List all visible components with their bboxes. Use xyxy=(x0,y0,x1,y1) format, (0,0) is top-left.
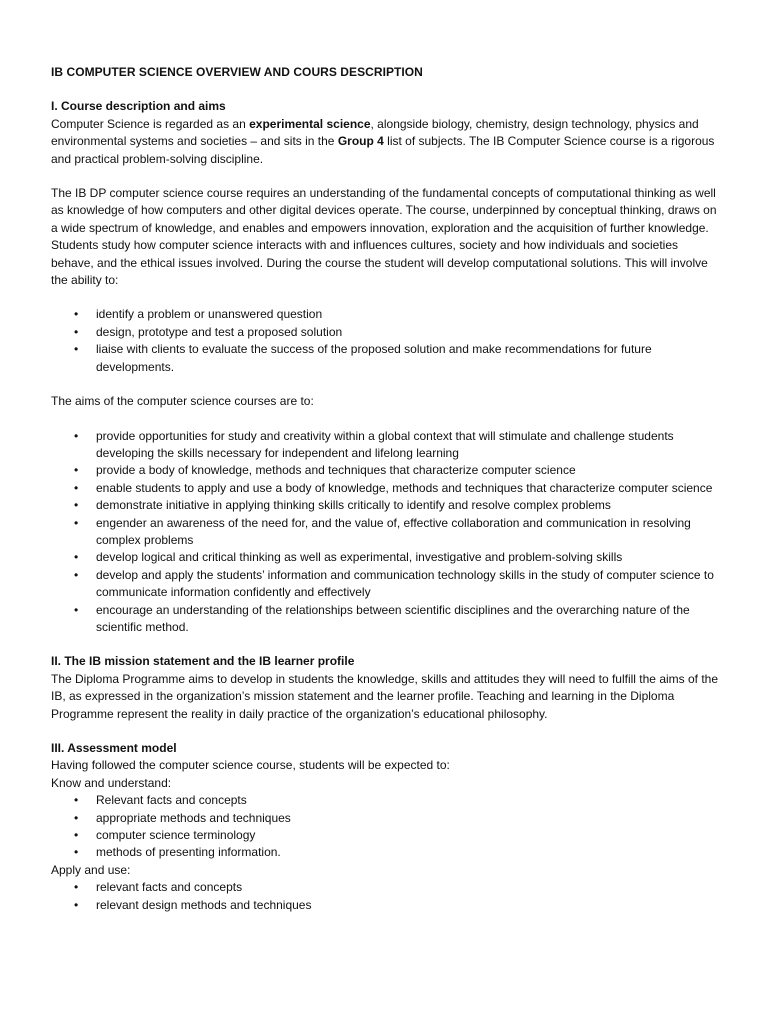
course-description-paragraph xyxy=(51,116,721,168)
know-and-understand-list xyxy=(51,792,721,862)
list-item: • identify a problem or unanswered question xyxy=(51,306,721,323)
list-item: • design, prototype and test a proposed solution xyxy=(51,324,721,341)
list-item: • engender an awareness of the need for, and the value of, effective collaboration and communication in resolving complex problems xyxy=(51,515,721,550)
list-item: • Relevant facts and concepts xyxy=(51,792,721,809)
aims-list xyxy=(51,428,721,637)
bold-text-group-4: Group 4 xyxy=(337,134,384,149)
text-run: Computer Science is regarded as an xyxy=(51,116,250,131)
list-item: • relevant design methods and techniques xyxy=(51,897,721,914)
list-item: • develop and apply the students’ information and communication technology skills in the study of computer science to communicate information confidently and effectively xyxy=(51,567,721,602)
list-item: • liaise with clients to evaluate the success of the proposed solution and make recommendations for future developments. xyxy=(51,341,721,376)
document-page xyxy=(51,64,721,914)
assessment-intro: Having followed the computer science course, students will be expected to: xyxy=(51,758,450,773)
mission-statement-paragraph: The Diploma Programme aims to develop in students the knowledge, skills and attitudes they will need to fulfill the aims of the IB, as expressed in the organization’s mission statement and the learner profile. Teaching and learning in the Diploma Programme represent the reality in daily practice of the organization’s educational philosophy. xyxy=(51,671,719,721)
text-run: , alongside biology, chemistry, design technology, physics and environmental systems and societies – and sits in the xyxy=(51,116,699,149)
list-item: • computer science terminology xyxy=(51,827,721,844)
apply-and-use-list xyxy=(51,879,721,914)
section-heading-course-description: I. Course description and aims xyxy=(51,99,226,114)
list-item: • demonstrate initiative in applying thinking skills critically to identify and resolve complex problems xyxy=(51,497,721,514)
section-heading-mission-statement: II. The IB mission statement and the IB learner profile xyxy=(51,654,355,669)
list-item: • provide a body of knowledge, methods and techniques that characterize computer science xyxy=(51,462,721,479)
bold-text-experimental-science: experimental science xyxy=(249,116,371,131)
list-item: • methods of presenting information. xyxy=(51,844,721,861)
list-item: • encourage an understanding of the relationships between scientific disciplines and the overarching nature of the scientific method. xyxy=(51,602,721,637)
document-title: IB COMPUTER SCIENCE OVERVIEW AND COURS DESCRIPTION xyxy=(51,65,423,79)
apply-and-use-label: Apply and use: xyxy=(51,862,131,877)
course-requirements-paragraph: The IB DP computer science course requires an understanding of the fundamental concepts of computational thinking as well as knowledge of how computers and other digital devices operate. The course, underpinned by conceptual thinking, draws on a wide spectrum of knowledge, and enables and empowers innovation, exploration and the acquisition of further knowledge. Students study how computer science interacts with and influences cultures, society and how individuals and societies behave, and the ethical issues involved. During the course the student will develop computational solutions. This will involve the ability to: xyxy=(51,186,717,288)
list-item: • develop logical and critical thinking as well as experimental, investigative and problem-solving skills xyxy=(51,549,721,566)
section-heading-assessment-model: III. Assessment model xyxy=(51,741,177,755)
list-item: • relevant facts and concepts xyxy=(51,879,721,896)
list-item: • enable students to apply and use a body of knowledge, methods and techniques that characterize computer science xyxy=(51,480,721,497)
know-and-understand-label: Know and understand: xyxy=(51,775,172,790)
abilities-list xyxy=(51,306,721,376)
aims-intro: The aims of the computer science courses are to: xyxy=(51,394,314,409)
text-run: list of subjects. The IB Computer Science course is a rigorous and practical problem-solving discipline. xyxy=(51,134,715,166)
list-item: • provide opportunities for study and creativity within a global context that will stimulate and challenge students developing the skills necessary for independent and lifelong learning xyxy=(51,428,721,463)
list-item: • appropriate methods and techniques xyxy=(51,810,721,827)
